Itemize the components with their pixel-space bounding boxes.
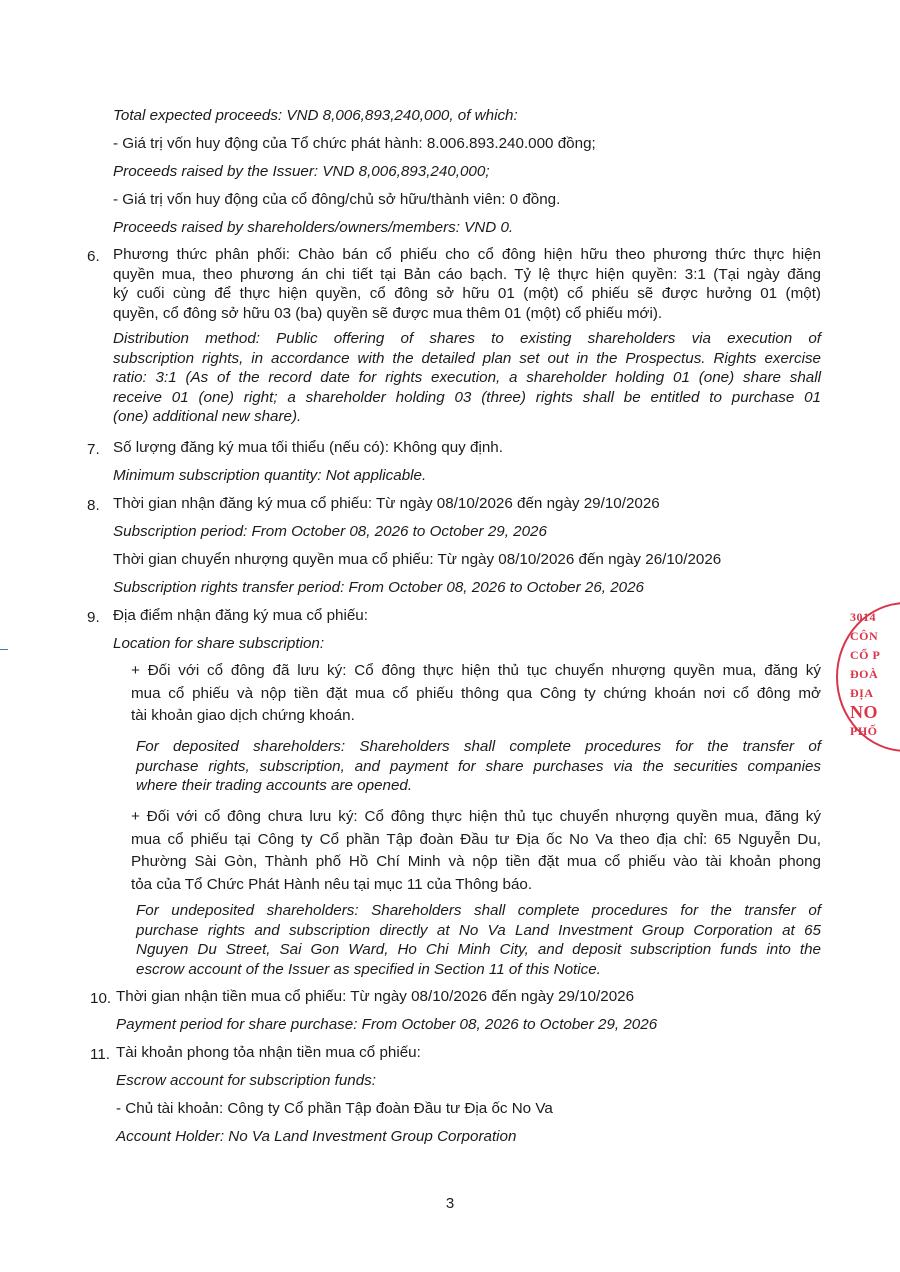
account-holder-en: Account Holder: No Va Land Investment Group Corporation xyxy=(116,1128,517,1145)
seal-line: NO xyxy=(850,702,878,722)
text-line: ratio: 3:1 (As of the record date for rights execution, a shareholder holding 01 (one) share shall xyxy=(113,369,821,386)
text-line: quyền, cổ đông sở hữu 03 (ba) quyền sẽ được mua thêm 01 (một) cổ phiếu mới). xyxy=(113,304,663,322)
transfer-period-en: Subscription rights transfer period: From October 08, 2026 to October 26, 2026 xyxy=(113,579,644,596)
shareholder-proceeds-vi: - Giá trị vốn huy động của cổ đông/chủ sở hữu/thành viên: 0 đồng. xyxy=(113,191,561,208)
min-subscription-vi: Số lượng đăng ký mua tối thiểu (nếu có): Không quy định. xyxy=(113,439,503,456)
text-line: quyền mua, theo phương án chi tiết tại Bản cáo bạch. Tỷ lệ thực hiện quyền: 3:1 (Tại ngày đăng xyxy=(113,265,821,283)
escrow-account-en: Escrow account for subscription funds: xyxy=(116,1072,376,1089)
subscription-period-en: Subscription period: From October 08, 2026 to October 29, 2026 xyxy=(113,523,547,540)
seal-line: CÔN xyxy=(850,629,879,643)
item-number: 8. xyxy=(87,497,100,514)
item-number: 9. xyxy=(87,609,100,626)
item-number: 6. xyxy=(87,248,100,265)
text-line: receive 01 (one) right; a shareholder holding 03 (three) rights shall be entitled to purchase 01 xyxy=(113,388,821,406)
item-number: 7. xyxy=(87,441,100,458)
text-line: escrow account of the Issuer as specified in Section 11 of this Notice. xyxy=(136,960,601,978)
total-proceeds-en: Total expected proceeds: VND 8,006,893,240,000, of which: xyxy=(113,107,518,124)
text-line: purchase rights, subscription, and payment for share purchases via the securities companies xyxy=(136,757,821,775)
text-line: (one) additional new share). xyxy=(113,408,302,425)
text-line: subscription rights, in accordance with the detailed plan set out in the Prospectus. Rights exercise xyxy=(113,349,821,367)
text-line: ký cuối cùng để thực hiện quyền, cổ đông sở hữu 01 (một) cổ phiếu sẽ được hưởng 01 (một) xyxy=(113,285,821,302)
item-number: 10. xyxy=(90,990,112,1007)
location-en: Location for share subscription: xyxy=(113,635,325,652)
seal-line: ĐOÀ xyxy=(850,667,879,681)
text-line: where their trading accounts are opened. xyxy=(136,777,413,794)
text-line: Nguyen Du Street, Sai Gon Ward, Ho Chi Minh City, and deposit subscription funds into the xyxy=(136,941,821,958)
distribution-method-vi xyxy=(113,245,821,323)
seal-line: ĐỊA xyxy=(850,686,874,700)
text-line: purchase rights and subscription directly at No Va Land Investment Group Corporation at 65 xyxy=(136,921,821,939)
shareholder-proceeds-en: Proceeds raised by shareholders/owners/members: VND 0. xyxy=(113,219,514,236)
account-holder-vi: - Chủ tài khoản: Công ty Cổ phần Tập đoàn Đầu tư Địa ốc No Va xyxy=(116,1100,553,1117)
text-line: + Đối với cổ đông đã lưu ký: Cổ đông thực hiện thủ tục chuyển nhượng quyền mua, đăng ký xyxy=(131,662,821,679)
distribution-method-en xyxy=(113,329,821,427)
seal-text xyxy=(850,608,880,741)
seal-line: 3014 xyxy=(850,610,876,624)
item-number: 11. xyxy=(90,1046,110,1063)
text-line: mua cổ phiếu tại Công ty Cổ phần Tập đoàn Đầu tư Địa ốc No Va theo địa chỉ: 65 Nguyễn Du, xyxy=(131,830,821,848)
text-line: For deposited shareholders: Shareholders shall complete procedures for the transfer of xyxy=(136,738,821,755)
seal-line: PHỐ xyxy=(850,724,878,738)
payment-period-vi: Thời gian nhận tiền mua cổ phiếu: Từ ngày 08/10/2026 đến ngày 29/10/2026 xyxy=(116,988,635,1005)
location-vi: Địa điểm nhận đăng ký mua cổ phiếu: xyxy=(113,607,368,624)
text-line: mua cổ phiếu và nộp tiền đặt mua cổ phiếu thông qua Công ty chứng khoán nơi cổ đông mở xyxy=(131,684,821,702)
deposited-shareholders-vi xyxy=(131,660,821,728)
text-line: Distribution method: Public offering of shares to existing shareholders via execution of xyxy=(113,330,821,347)
min-subscription-en: Minimum subscription quantity: Not applicable. xyxy=(113,467,427,484)
text-line: tài khoản giao dịch chứng khoán. xyxy=(131,707,355,724)
transfer-period-vi: Thời gian chuyển nhượng quyền mua cổ phiếu: Từ ngày 08/10/2026 đến ngày 26/10/2026 xyxy=(113,551,722,568)
issuer-proceeds-vi: - Giá trị vốn huy động của Tổ chức phát hành: 8.006.893.240.000 đồng; xyxy=(113,135,596,152)
undeposited-shareholders-en xyxy=(136,901,821,979)
text-line: Phường Sài Gòn, Thành phố Hồ Chí Minh và nộp tiền đặt mua cổ phiếu vào tài khoản phong xyxy=(131,853,821,870)
deposited-shareholders-en xyxy=(136,737,821,796)
text-line: Phương thức phân phối: Chào bán cổ phiếu cho cổ đông hiện hữu theo phương thức thực hiện xyxy=(113,246,821,263)
issuer-proceeds-en: Proceeds raised by the Issuer: VND 8,006,893,240,000; xyxy=(113,163,490,180)
text-line: + Đối với cổ đông chưa lưu ký: Cổ đông thực hiện thủ tục chuyển nhượng quyền mua, đăng ký xyxy=(131,808,821,825)
payment-period-en: Payment period for share purchase: From October 08, 2026 to October 29, 2026 xyxy=(116,1016,658,1033)
text-line: tỏa của Tổ Chức Phát Hành nêu tại mục 11 của Thông báo. xyxy=(131,875,533,893)
seal-line: CỔ P xyxy=(850,648,881,662)
text-line: For undeposited shareholders: Shareholders shall complete procedures for the transfer of xyxy=(136,902,821,919)
scan-mark xyxy=(0,649,8,650)
page-number: 3 xyxy=(445,1195,455,1212)
subscription-period-vi: Thời gian nhận đăng ký mua cổ phiếu: Từ ngày 08/10/2026 đến ngày 29/10/2026 xyxy=(113,495,660,512)
escrow-account-vi: Tài khoản phong tỏa nhận tiền mua cổ phiếu: xyxy=(116,1044,421,1061)
undeposited-shareholders-vi xyxy=(131,806,821,896)
company-seal-stamp xyxy=(836,600,900,760)
